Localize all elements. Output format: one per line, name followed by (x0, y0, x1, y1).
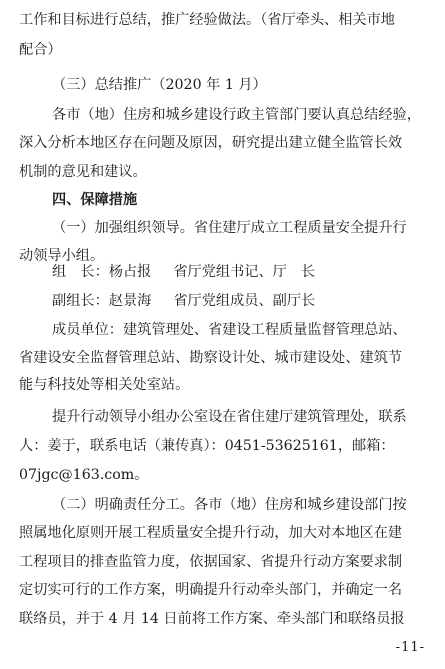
section-heading-summary: （三）总结推广（2020 年 1 月） (52, 77, 267, 93)
leader-name: 杨占报 (108, 264, 152, 280)
deputy-name: 赵景海 (108, 293, 152, 309)
paragraph-line: 各市（地）住房和城乡建设行政主管部门要认真总结经验， (52, 107, 421, 123)
deputy-title: 省厅党组成员、副厅长 (173, 293, 316, 309)
leader-title: 省厅党组书记、厅 长 (173, 264, 316, 280)
email-line: 07jgc@163.com。 (19, 467, 149, 483)
paragraph-line: 联络员，并于 4 月 14 日前将工作方案、牵头部门和联络员报 (19, 611, 405, 627)
paragraph-line: （二）明确责任分工。各市（地）住房和城乡建设部门按 (52, 497, 407, 513)
paragraph-line: 工程项目的排查监管力度，依据国家、省提升行动方案要求制 (19, 554, 403, 570)
paragraph-line: （一）加强组织领导。省住建厅成立工程质量安全提升行 (52, 220, 407, 236)
leader-row (52, 262, 315, 282)
paragraph-line: 配合） (19, 42, 62, 58)
deputy-role: 副组长： (52, 293, 109, 309)
paragraph-line: 动领导小组。 (19, 248, 105, 264)
paragraph-line: 定切实可行的工作方案，明确提升行动牵头部门，并确定一名 (19, 582, 403, 598)
leader-role: 组 长： (52, 264, 109, 280)
paragraph-line: 机制的意见和建议。 (19, 164, 147, 180)
paragraph-line: 成员单位：建筑管理处、省建设工程质量监督管理总站、 (52, 322, 407, 338)
page-number: -11- (395, 640, 425, 655)
paragraph-line: 省建设安全监督管理总站、勘察设计处、城市建设处、建筑节 (19, 350, 403, 366)
paragraph-line: 能与科技处等相关处室站。 (19, 377, 190, 393)
deputy-row (52, 291, 315, 311)
paragraph-line: 提升行动领导小组办公室设在省住建厅建筑管理处，联系 (52, 409, 407, 425)
paragraph-line: 深入分析本地区存在问题及原因，研究提出建立健全监管长效 (19, 135, 403, 151)
section-heading-safeguards: 四、保障措施 (52, 192, 138, 208)
paragraph-line: 人：姜于，联系电话（兼传真）：0451-53625161，邮箱： (19, 438, 395, 454)
paragraph-line: 照属地化原则开展工程质量安全提升行动，加大对本地区在建 (19, 525, 403, 541)
paragraph-line: 工作和目标进行总结，推广经验做法。（省厅牵头、相关市地 (19, 12, 395, 28)
